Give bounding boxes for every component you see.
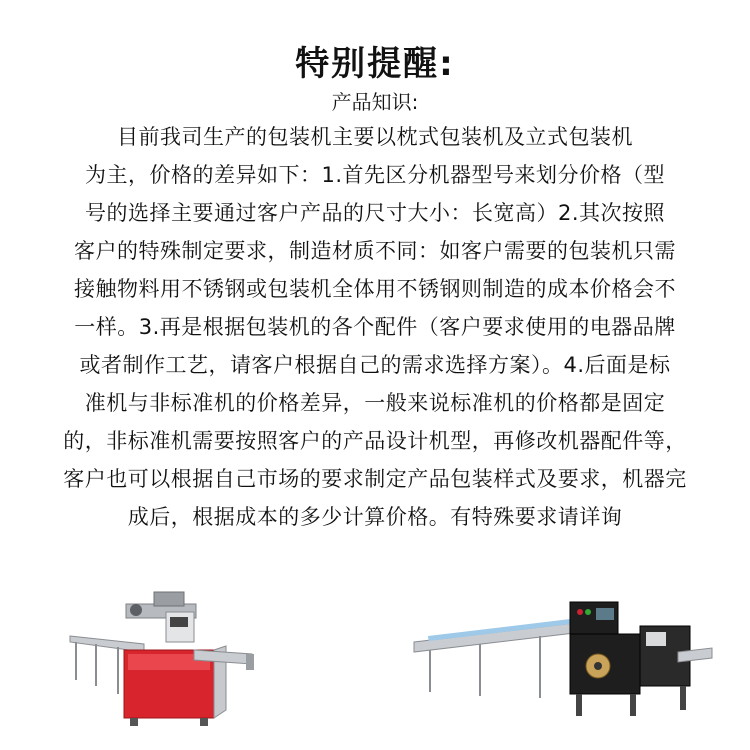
page-title: 特别提醒:: [295, 44, 455, 84]
text-line: 目前我司生产的包装机主要以枕式包装机及立式包装机: [117, 125, 633, 149]
text-line: 为主，价格的差异如下：1.首先区分机器型号来划分价格（型: [84, 163, 666, 187]
text-line: 的，非标准机需要按照客户的产品设计机型，再修改机器配件等，: [63, 429, 687, 453]
text-line: 准机与非标准机的价格差异，一般来说标准机的价格都是固定: [84, 391, 666, 415]
text-line: 一样。3.再是根据包装机的各个配件（客户要求使用的电器品牌: [74, 315, 676, 339]
text-line: 或者制作工艺，请客户根据自己的需求选择方案）。4.后面是标: [79, 353, 671, 377]
text-line: 号的选择主要通过客户产品的尺寸大小：长宽高）2.其次按照: [84, 201, 666, 225]
text-line: 客户也可以根据自己市场的要求制定产品包装样式及要求，机器完: [63, 467, 687, 491]
text-line: 接触物料用不锈钢或包装机全体用不锈钢则制造的成本价格会不: [74, 277, 676, 301]
stainless-packing-machine-image: [410, 600, 716, 720]
text-line: 客户的特殊制定要求，制造材质不同：如客户需要的包装机只需: [74, 239, 676, 263]
text-line: 成后，根据成本的多少计算价格。有特殊要求请详询: [127, 505, 623, 529]
notice-text: [0, 118, 750, 536]
pillow-packing-machine-image: [66, 590, 258, 730]
section-subtitle: 产品知识:: [331, 90, 419, 114]
